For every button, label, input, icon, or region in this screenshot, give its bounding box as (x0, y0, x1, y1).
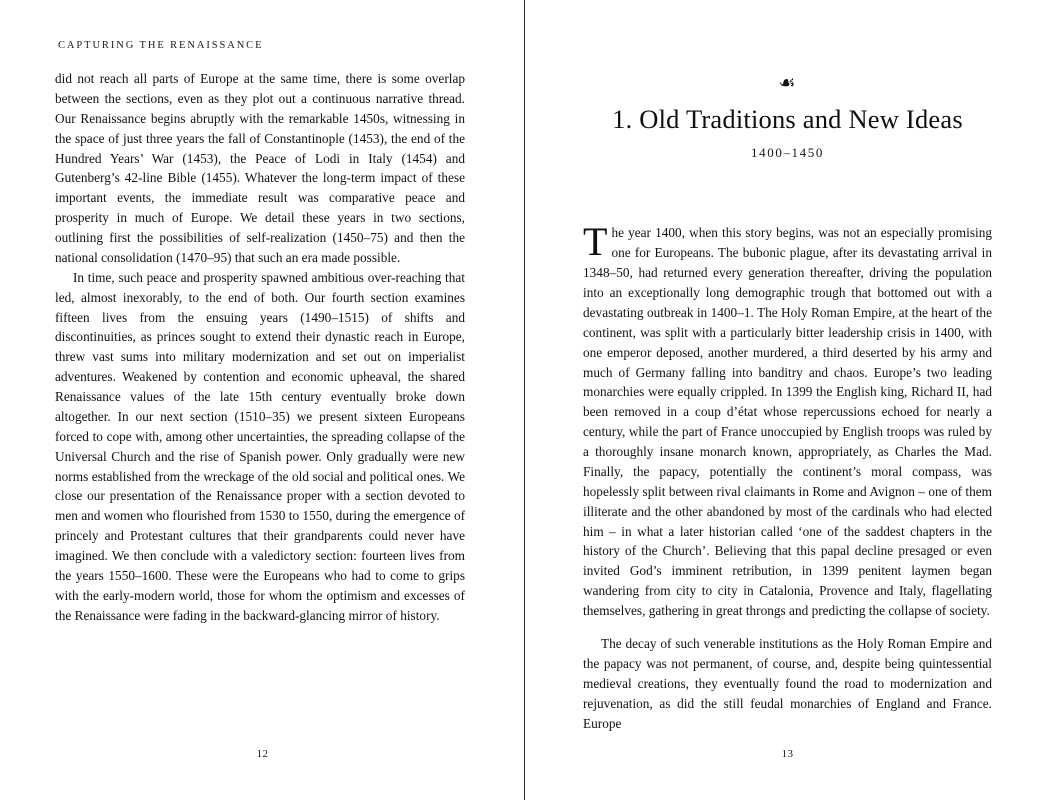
paragraph: did not reach all parts of Europe at the same time, there is some overlap between the sections, even as they plot out a continuous narrative thread. Our Renaissance begins abruptly with the remarkable 1450s, witnessing in the space of just three years the fall of Constantinople (1453), the end of the Hundred Years’ War (1453), the Peace of Lodi in Italy (1454) and Gutenberg’s 42-line Bible (1455). Whatever the long-term impact of these important events, the immediate result was comparative peace and prosperity in much of Europe. We detail these years in two sections, outlining first the possibilities of self-realization (1450–75) and then the national consolidation (1470–95) that such an era made possible. (55, 71, 465, 265)
paragraph-text: he year 1400, when this story begins, was not an especially promising one for Europeans. The bubonic plague, after its devastating arrival in 1348–50, had returned every generation thereafter, driving the population into an exceptionally long demographic trough that bottomed out with a devastating outbreak in 1400–1. The Holy Roman Empire, at the heart of the continent, was split with a particularly bitter leadership crisis in 1400, with one emperor deposed, another murdered, a third deserted by his army and much of Germany falling into banditry and chaos. Europe’s two leading monarchies were equally crippled. In 1399 the English king, Richard II, had been removed in a coup d’état whose repercussions echoed for nearly a century, while the part of France unoccupied by English troops was ruled by a thoroughly insane monarch known, appropriately, as Charles the Mad. Finally, the papacy, potentially the continent’s moral compass, was hopelessly split between rival claimants in Rome and Avignon – one of them illiterate and the other abandoned by most of the cardinals who had elected him – in what a later historian called ‘one of the saddest chapters in the history of the Church’. Believing that this papal decline presaged or even invited God’s imminent retribution, in 1399 penitent laymen began wandering from city to city in Catalonia, Provence and Italy, flagellating themselves, gathering in great throngs and predicting the collapse of society. (583, 225, 992, 619)
left-page-body (55, 69, 465, 626)
page-number: 13 (781, 748, 794, 760)
right-page (525, 0, 1050, 800)
paragraph: The decay of such venerable institutions as the Holy Roman Empire and the papacy was not permanent, of course, and, despite being quintessential medieval creations, they eventually found the road to modernization and rejuvenation, as did the still feudal monarchies of England and France. Europe (583, 636, 992, 731)
ornament-icon: ☙ (778, 72, 797, 94)
chapter-date-range: 1400–1450 (751, 145, 824, 161)
paragraph-with-dropcap (583, 219, 992, 621)
drop-cap: T (583, 219, 608, 265)
chapter-title: 1. Old Traditions and New Ideas (612, 104, 963, 134)
running-head: CAPTURING THE RENAISSANCE (58, 40, 264, 51)
right-page-body (583, 219, 992, 733)
page-number: 12 (256, 748, 269, 760)
paragraph: In time, such peace and prosperity spawned ambitious over-reaching that led, almost inexorably, to the end of both. Our fourth section examines fifteen lives from the ensuing years (1490–1515) of shifts and discontinuities, as princes sought to extend their dynastic reach in Europe, threw vast sums into military modernization and set out on imperialist adventures. Weakened by contention and economic upheaval, the shared Renaissance values of the late 15th century eventually broke down altogether. In our next section (1510–35) we present sixteen Europeans forced to cope with, among other uncertainties, the spreading collapse of the Universal Church and the rise of Spanish power. Only gradually were new norms established from the wreckage of the old social and political ones. We close our presentation of the Renaissance proper with a section devoted to men and women who flourished from 1530 to 1550, during the emergence of princely and Protestant cultures that their grandparents could never have imagined. We then conclude with a valedictory section: fourteen lives from the years 1550–1600. These were the Europeans who had to come to grips with the early-modern world, those for whom the optimism and excesses of the Renaissance were fading in the backward-glancing mirror of history. (55, 269, 466, 623)
